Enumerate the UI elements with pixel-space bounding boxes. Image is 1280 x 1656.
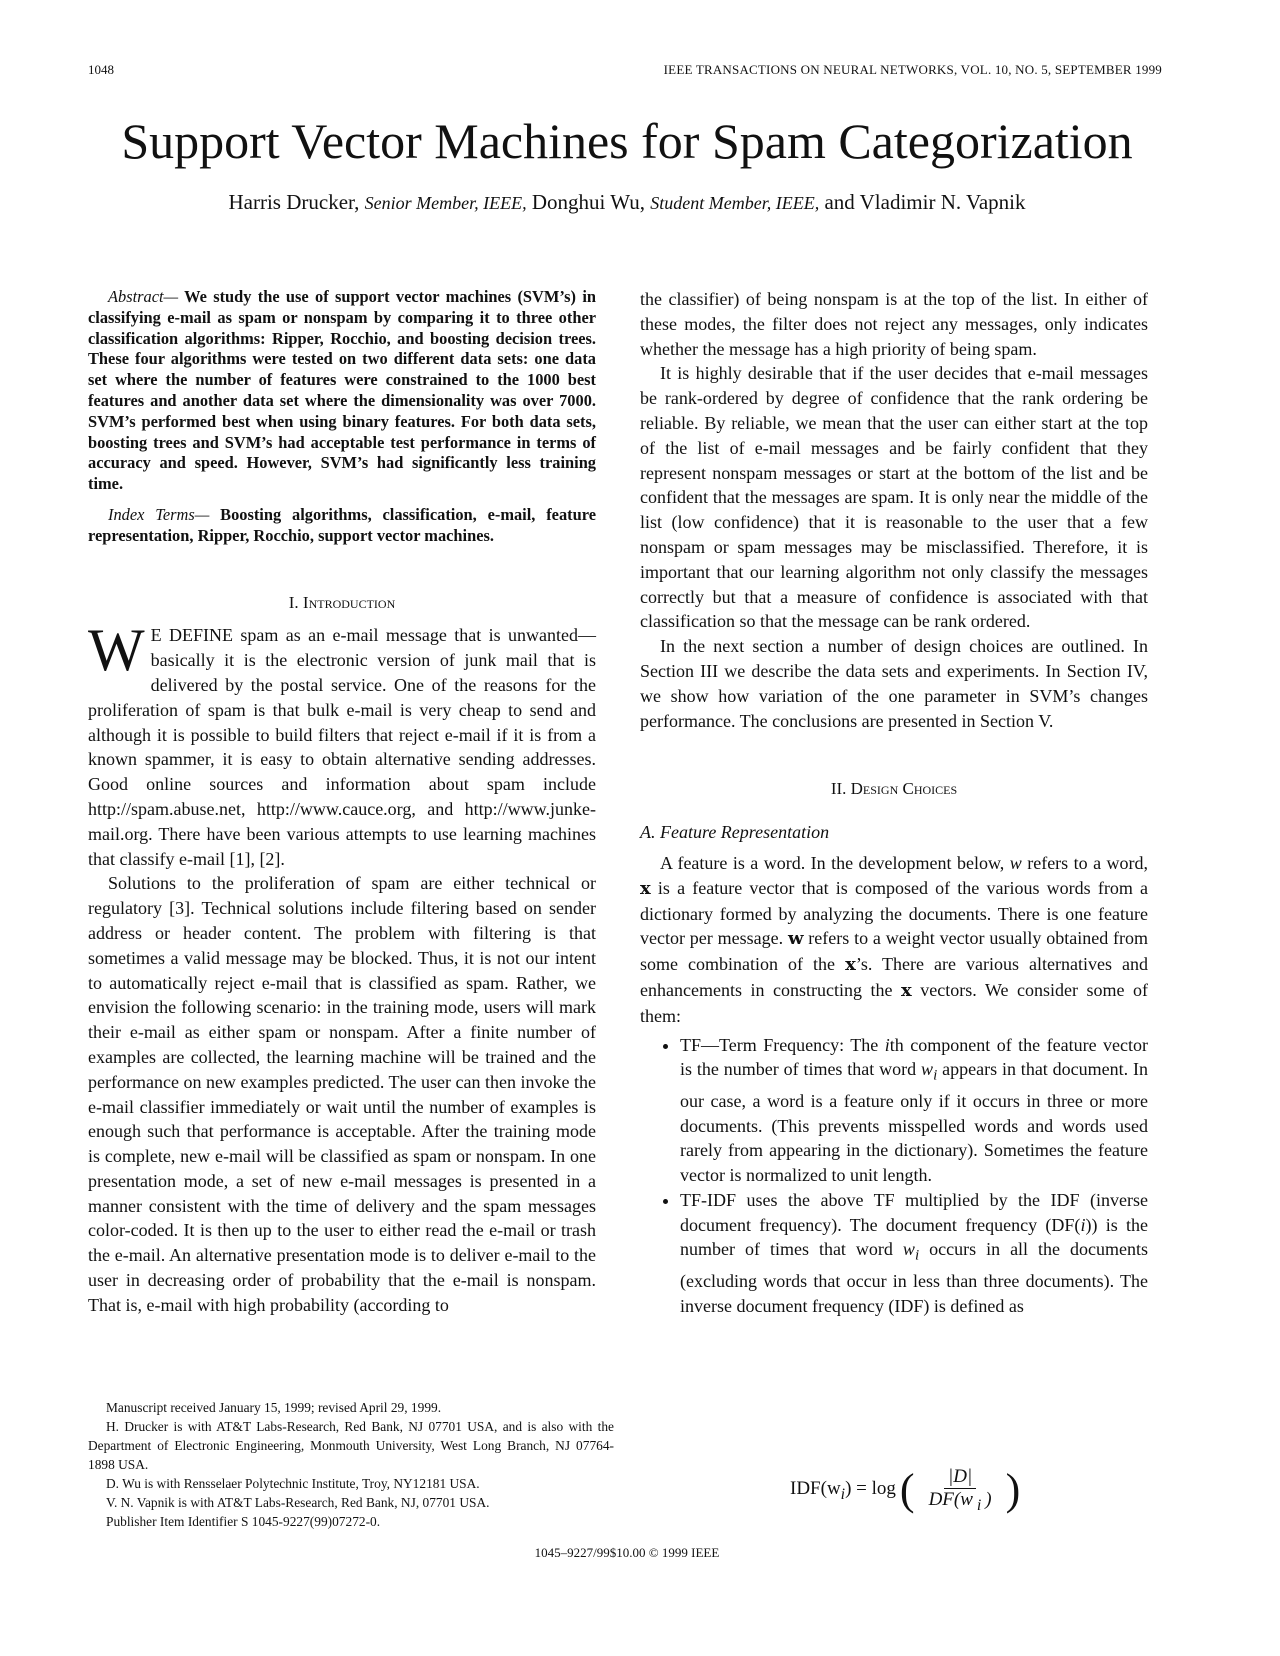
text-span: A feature is a word. In the development below, <box>660 852 1005 873</box>
math-subscript: i <box>914 1248 920 1265</box>
formula-text: ) <box>985 1489 992 1510</box>
index-terms-label: Index Terms— <box>108 504 210 524</box>
intro-paragraph-2: Solutions to the proliferation of spam are either technical or regulatory [3]. Technical solutions include filtering based on sender address or header content. The problem with filtering is that sometimes a valid message may be blocked. Thus, it is not our intent to automatically reject e-mail that is classified as spam. Rather, we envision the following scenario: in the training mode, users will mark their e-mail as either spam or nonspam. After a finite number of examples are collected, the learning machine will be trained and the performance on new examples predicted. The user can then invoke the e-mail classifier immediately or wait until the number of examples is enough such that performance is acceptable. After the training mode is complete, new e-mail will be classified as spam or nonspam. In one presentation mode, a set of new e-mail messages is presented in a manner consistent with the time of delivery and the spam messages color-coded. It is then up to the user to either read the e-mail or trash the e-mail. An alternative presentation mode is to deliver e-mail to the user in decreasing order of probability that the e-mail is nonspam. That is, e-mail with high probability (according to <box>88 873 596 1315</box>
intro-paragraph-2-continued: the classifier) of being nonspam is at the top of the list. In either of these modes, the filter does not reject any messages, only indicates whether the message has a high priority of being spam. <box>640 289 1148 359</box>
abstract <box>88 287 596 495</box>
text-span: ’s. There are various alternatives and enhancements in constructing the <box>640 954 1149 1000</box>
footnotes <box>88 1398 614 1531</box>
footnote: V. N. Vapnik is with AT&T Labs-Research, Red Bank, NJ, 07701 USA. <box>106 1495 490 1510</box>
intro-paragraph-4: In the next section a number of design choices are outlined. In Section III we describe the data sets and experiments. In Section IV, we show how variation of the one parameter in SVM’s changes performance. The conclusions are presented in Section V. <box>640 636 1148 731</box>
idf-formula <box>790 1466 1020 1515</box>
index-terms-text: Boosting algorithms, classification, e-mail, feature representation, Ripper, Rocchio, support vector machines. <box>88 504 596 545</box>
math-var: x <box>640 877 651 899</box>
text-span: refers to a word, <box>1027 852 1149 873</box>
denominator <box>921 1489 1000 1515</box>
math-var: x <box>901 979 912 1001</box>
subsection-heading: A. Feature Representation <box>640 822 830 843</box>
text-span: refers to a weight vector usually obtained from some combination of the <box>640 928 1149 975</box>
intro-paragraph-1 <box>88 617 596 871</box>
math-var: i <box>1080 1214 1086 1235</box>
list-item <box>680 1188 1148 1319</box>
abstract-text: We study the use of support vector machines (SVM’s) in classifying e-mail as spam or nonspam by comparing it to three other classification algorithms: Ripper, Rocchio, and boosting decision trees. These four algorithms were tested on two different data sets: one data set where the number of features were constrained to the 1000 best features and another data set where the dimensionality was over 7000. SVM’s performed best when using binary features. For both data sets, boosting trees and SVM’s had acceptable test performance in terms of accuracy and speed. However, SVM’s had significantly less training time. <box>88 287 596 494</box>
author-drucker: Harris Drucker, <box>228 190 360 214</box>
fraction <box>921 1466 1000 1515</box>
text-span: TF-IDF uses the above TF multiplied by the IDF (inverse document frequency). The document frequency (DF( <box>680 1189 1148 1235</box>
formula-text: ) = log <box>845 1477 896 1499</box>
math-var: w <box>1009 852 1022 873</box>
page-number: 1048 <box>88 62 114 77</box>
formula-subscript: i <box>840 1485 846 1503</box>
text-span: th component of the feature vector is the number of times that word <box>680 1034 1148 1080</box>
author-vapnik: and Vladimir N. Vapnik <box>824 190 1026 214</box>
paper-title: Support Vector Machines for Spam Categorization <box>121 113 1133 169</box>
intro-lead-words: E DEFINE <box>150 625 234 646</box>
math-var: i <box>884 1034 890 1055</box>
feature-list <box>640 1033 1148 1319</box>
feature-paragraph <box>640 851 1148 1029</box>
formula-lhs <box>790 1478 896 1504</box>
index-terms <box>88 505 596 547</box>
left-paren: ( <box>899 1465 915 1515</box>
author-wu: Donghui Wu, <box>531 190 645 214</box>
math-subscript: i <box>933 1067 938 1084</box>
math-var: x <box>845 954 856 976</box>
text-span: TF—Term Frequency: The <box>680 1034 879 1055</box>
footnote: Manuscript received January 15, 1999; revised April 29, 1999. <box>106 1400 442 1415</box>
right-paren: ) <box>1005 1465 1021 1515</box>
author-drucker-role: Senior Member, IEEE, <box>364 193 527 213</box>
copyright-line: 1045–9227/99$10.00 © 1999 IEEE <box>534 1545 720 1560</box>
math-var: w <box>921 1059 934 1080</box>
formula-text: DF(w <box>928 1489 973 1510</box>
left-column <box>88 287 596 1318</box>
intro-paragraph-3: It is highly desirable that if the user decides that e-mail messages be rank-ordered by degree of confidence that the rank ordering be reliable. By reliable, we mean that the user can either start at the top of the list of e-mail messages and be fairly confident that they represent nonspam messages or start at the bottom of the list and be confident that the messages are spam. It is only near the middle of the list (low confidence) that it is reasonable to the user that a few nonspam or spam messages may be misclassified. Therefore, it is important that our learning algorithm not only classify the messages correctly but that a measure of confidence is associated with that classification so that the message can be rank ordered. <box>640 363 1148 632</box>
author-line <box>0 190 1254 215</box>
text-span: occurs in all the documents (excluding words that occur in less than three documents). The inverse document frequency (IDF) is defined as <box>680 1239 1149 1316</box>
list-item <box>680 1033 1148 1188</box>
math-var: w <box>787 928 804 950</box>
text-span: is a feature vector that is composed of the various words from a dictionary formed by analyzing the documents. There is one feature vector per message. <box>640 877 1149 949</box>
abstract-label: Abstract— <box>108 287 179 306</box>
formula-text: IDF(w <box>790 1477 841 1499</box>
footnote: Publisher Item Identifier S 1045-9227(99)07272-0. <box>106 1514 381 1529</box>
text-span: )) is the number of times that word <box>680 1214 1148 1260</box>
text-span: appears in that document. In our case, a word is a feature only if it occurs in three or more documents. (This prevents misspelled words and words used rarely from appearing in the dictionary). Sometimes the feature vector is normalized to unit length. <box>680 1059 1149 1186</box>
footnote: D. Wu is with Rensselaer Polytechnic Institute, Troy, NY12181 USA. <box>106 1476 480 1491</box>
text-span: vectors. We consider some of them: <box>640 979 1149 1026</box>
right-column <box>640 287 1148 1318</box>
section-title: Design Choices <box>850 779 958 799</box>
section-number: I. <box>288 592 299 612</box>
math-var: w <box>902 1239 915 1260</box>
journal-header: IEEE TRANSACTIONS ON NEURAL NETWORKS, VOL. 10, NO. 5, SEPTEMBER 1999 <box>663 62 1162 77</box>
intro-p1-text: spam as an e-mail message that is unwanted—basically it is the electronic version of junk mail that is delivered by the postal service. One of the reasons for the proliferation of spam is that bulk e-mail is very cheap to send and although it is possible to build filters that reject e-mail if it is from a known spammer, it is easy to obtain alternative sending addresses. Good online sources and information about spam include http://spam.abuse.net, http://www.cauce.org, and http://www.junke-mail.org. There have been various attempts to use learning machines that classify e-mail [1], [2]. <box>88 625 596 869</box>
numerator: |D| <box>944 1466 976 1489</box>
section-title: Introduction <box>302 592 396 612</box>
section-number: II. <box>830 779 847 799</box>
footnote: H. Drucker is with AT&T Labs-Research, Red Bank, NJ 07701 USA, and is also with the Department of Electronic Engineering, Monmouth University, West Long Branch, NJ 07764-1898 USA. <box>88 1419 614 1472</box>
section-heading-design-choices <box>640 777 1148 802</box>
drop-cap: W <box>88 617 145 684</box>
section-heading-introduction <box>88 591 596 616</box>
author-wu-role: Student Member, IEEE, <box>650 193 820 213</box>
formula-subscript: i <box>976 1496 982 1514</box>
